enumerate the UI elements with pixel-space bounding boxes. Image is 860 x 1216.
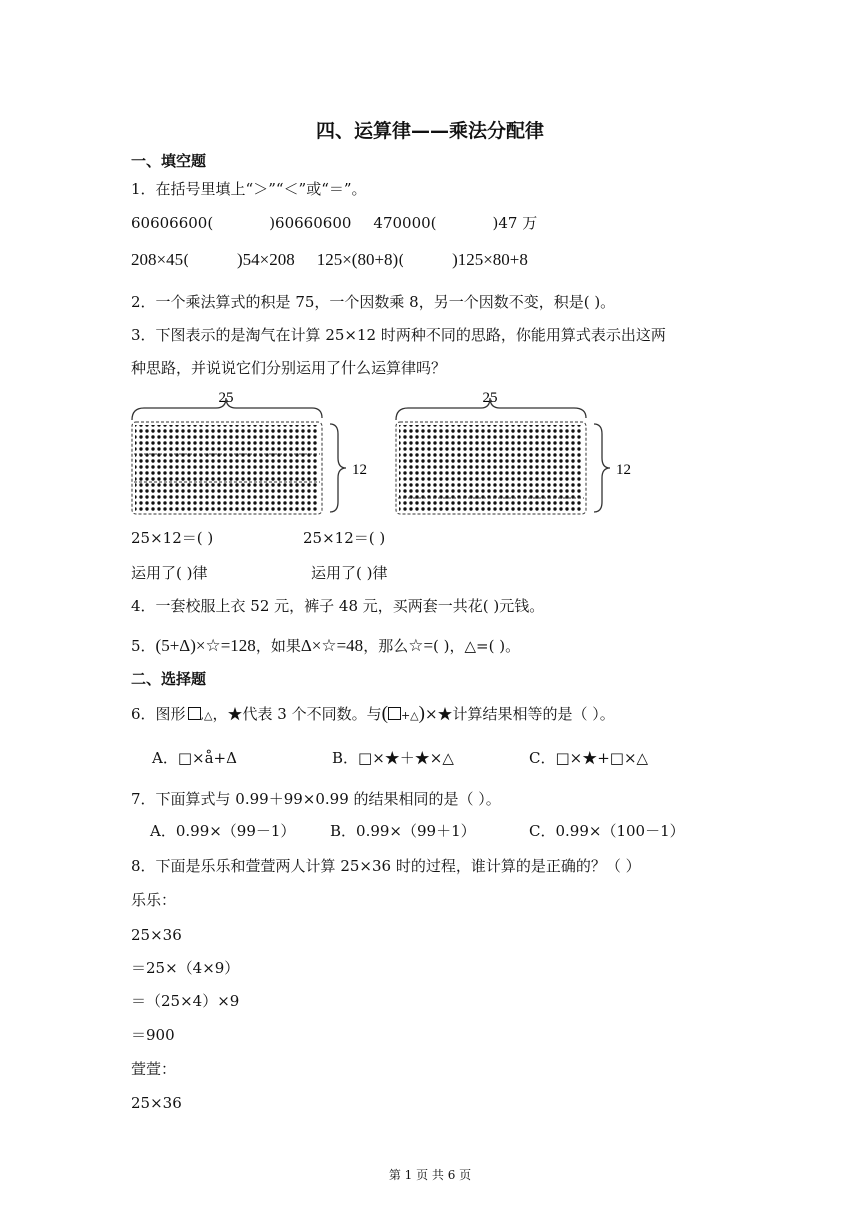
square-symbol-icon [388, 707, 401, 720]
student-name-lele: 乐乐： [131, 891, 177, 909]
question-7-option-b: B．0.99×（99＋1） [330, 822, 476, 840]
figure-left-side-label: 12 [352, 462, 367, 478]
question-6-stem [131, 704, 615, 726]
question-5-text-1: ，如果 [255, 637, 301, 655]
question-5-expr-1: (5+Δ)×☆=128 [155, 636, 256, 655]
section-heading-choice: 二、选择题 [131, 670, 207, 688]
question-7-stem: 7．下面算式与 0.99＋99×0.99 的结果相同的是（ ）。 [131, 790, 501, 808]
question-3-law-right: 运用了( )律 [311, 564, 388, 582]
question-3-line-1: 3．下图表示的是淘气在计算 25×12 时两种不同的思路，你能用算式表示出这两 [131, 326, 666, 344]
student-name-xuanxuan: 萱萱： [131, 1060, 177, 1078]
q1-compare-2-left: 470000( [373, 214, 437, 232]
dot-array-left [132, 390, 367, 514]
question-1-row-1 [131, 213, 537, 233]
triangle-symbol-icon: +△ [400, 709, 419, 722]
question-6-text-2: ，★代表 3 个不同数。与 [212, 705, 382, 723]
calc-line: ＝25×（4×9） [131, 959, 240, 977]
q1-compare-3-left: 208×45 [131, 250, 184, 269]
question-3-equation-left: 25×12＝( ) [131, 529, 214, 547]
figure-right-top-label: 25 [482, 390, 498, 406]
question-5-blanks: ( )，△=( )。 [433, 637, 521, 655]
question-4: 4．一套校服上衣 52 元，裤子 48 元，买两套一共花( )元钱。 [131, 597, 545, 615]
page-title: 四、运算律——乘法分配律 [315, 120, 544, 142]
calc-line: 25×36 [131, 1094, 182, 1112]
question-5-number: 5． [131, 637, 156, 655]
question-7-option-a: A．0.99×（99－1） [150, 822, 296, 840]
dot-array-figure [126, 386, 646, 516]
q1-compare-4-paren: ( [398, 251, 405, 269]
page-footer: 第 1 页 共 6 页 [388, 1168, 472, 1182]
question-6-option-a: A．□×å+Δ [152, 749, 237, 767]
question-3-line-2: 种思路，并说说它们分别运用了什么运算律吗？ [131, 359, 447, 377]
calc-line: 25×36 [131, 926, 182, 944]
question-2: 2．一个乘法算式的积是 75，一个因数乘 8，另一个因数不变，积是( )。 [131, 293, 616, 311]
question-6-option-c: C．□×★+□×△ [529, 749, 649, 767]
question-3-equation-right: 25×12＝( ) [303, 529, 386, 547]
figure-left-top-label: 25 [218, 390, 234, 406]
q1-compare-4-right: )125×80+8 [452, 250, 528, 269]
figure-right-side-label: 12 [616, 462, 631, 478]
q1-compare-3-paren: ( [183, 251, 189, 269]
question-6-text-1: 6．图形 [131, 705, 186, 723]
question-6-option-b: B．□×★＋★×△ [332, 749, 454, 767]
q1-compare-2-right: )47 万 [492, 214, 538, 232]
question-5 [131, 636, 520, 656]
triangle-symbol-icon: ,△ [200, 709, 213, 722]
q1-compare-1-left: 60606600( [131, 214, 214, 232]
q1-compare-1-right: )60660600 [269, 214, 352, 232]
question-8-stem: 8．下面是乐乐和萱萱两人计算 25×36 时的过程，谁计算的是正确的？（ ） [131, 857, 641, 875]
question-7-option-c: C．0.99×（100－1） [529, 822, 685, 840]
question-5-expr-2: Δ×☆=48 [300, 636, 364, 655]
calc-line: ＝900 [131, 1026, 175, 1044]
question-3-law-left: 运用了( )律 [131, 564, 208, 582]
dot-array-right [396, 390, 631, 514]
question-1-row-2 [131, 250, 528, 270]
square-symbol-icon [188, 707, 201, 720]
question-1-stem: 1．在括号里填上“＞”“＜”或“＝”。 [131, 180, 367, 198]
question-6-expression-icon: ( [381, 703, 388, 724]
section-heading-fill-blank: 一、填空题 [131, 152, 207, 170]
q1-compare-3-right: )54×208 [236, 250, 295, 269]
question-6-expression-icon: ) [418, 703, 425, 724]
q1-compare-4-left: 125×(80+8) [316, 250, 399, 269]
question-6-text-3: ×★计算结果相等的是（ ）。 [424, 705, 615, 723]
question-5-text-2: ，那么 [363, 637, 409, 655]
calc-line: ＝（25×4）×9 [131, 992, 240, 1010]
question-5-expr-3: ☆= [408, 636, 434, 655]
